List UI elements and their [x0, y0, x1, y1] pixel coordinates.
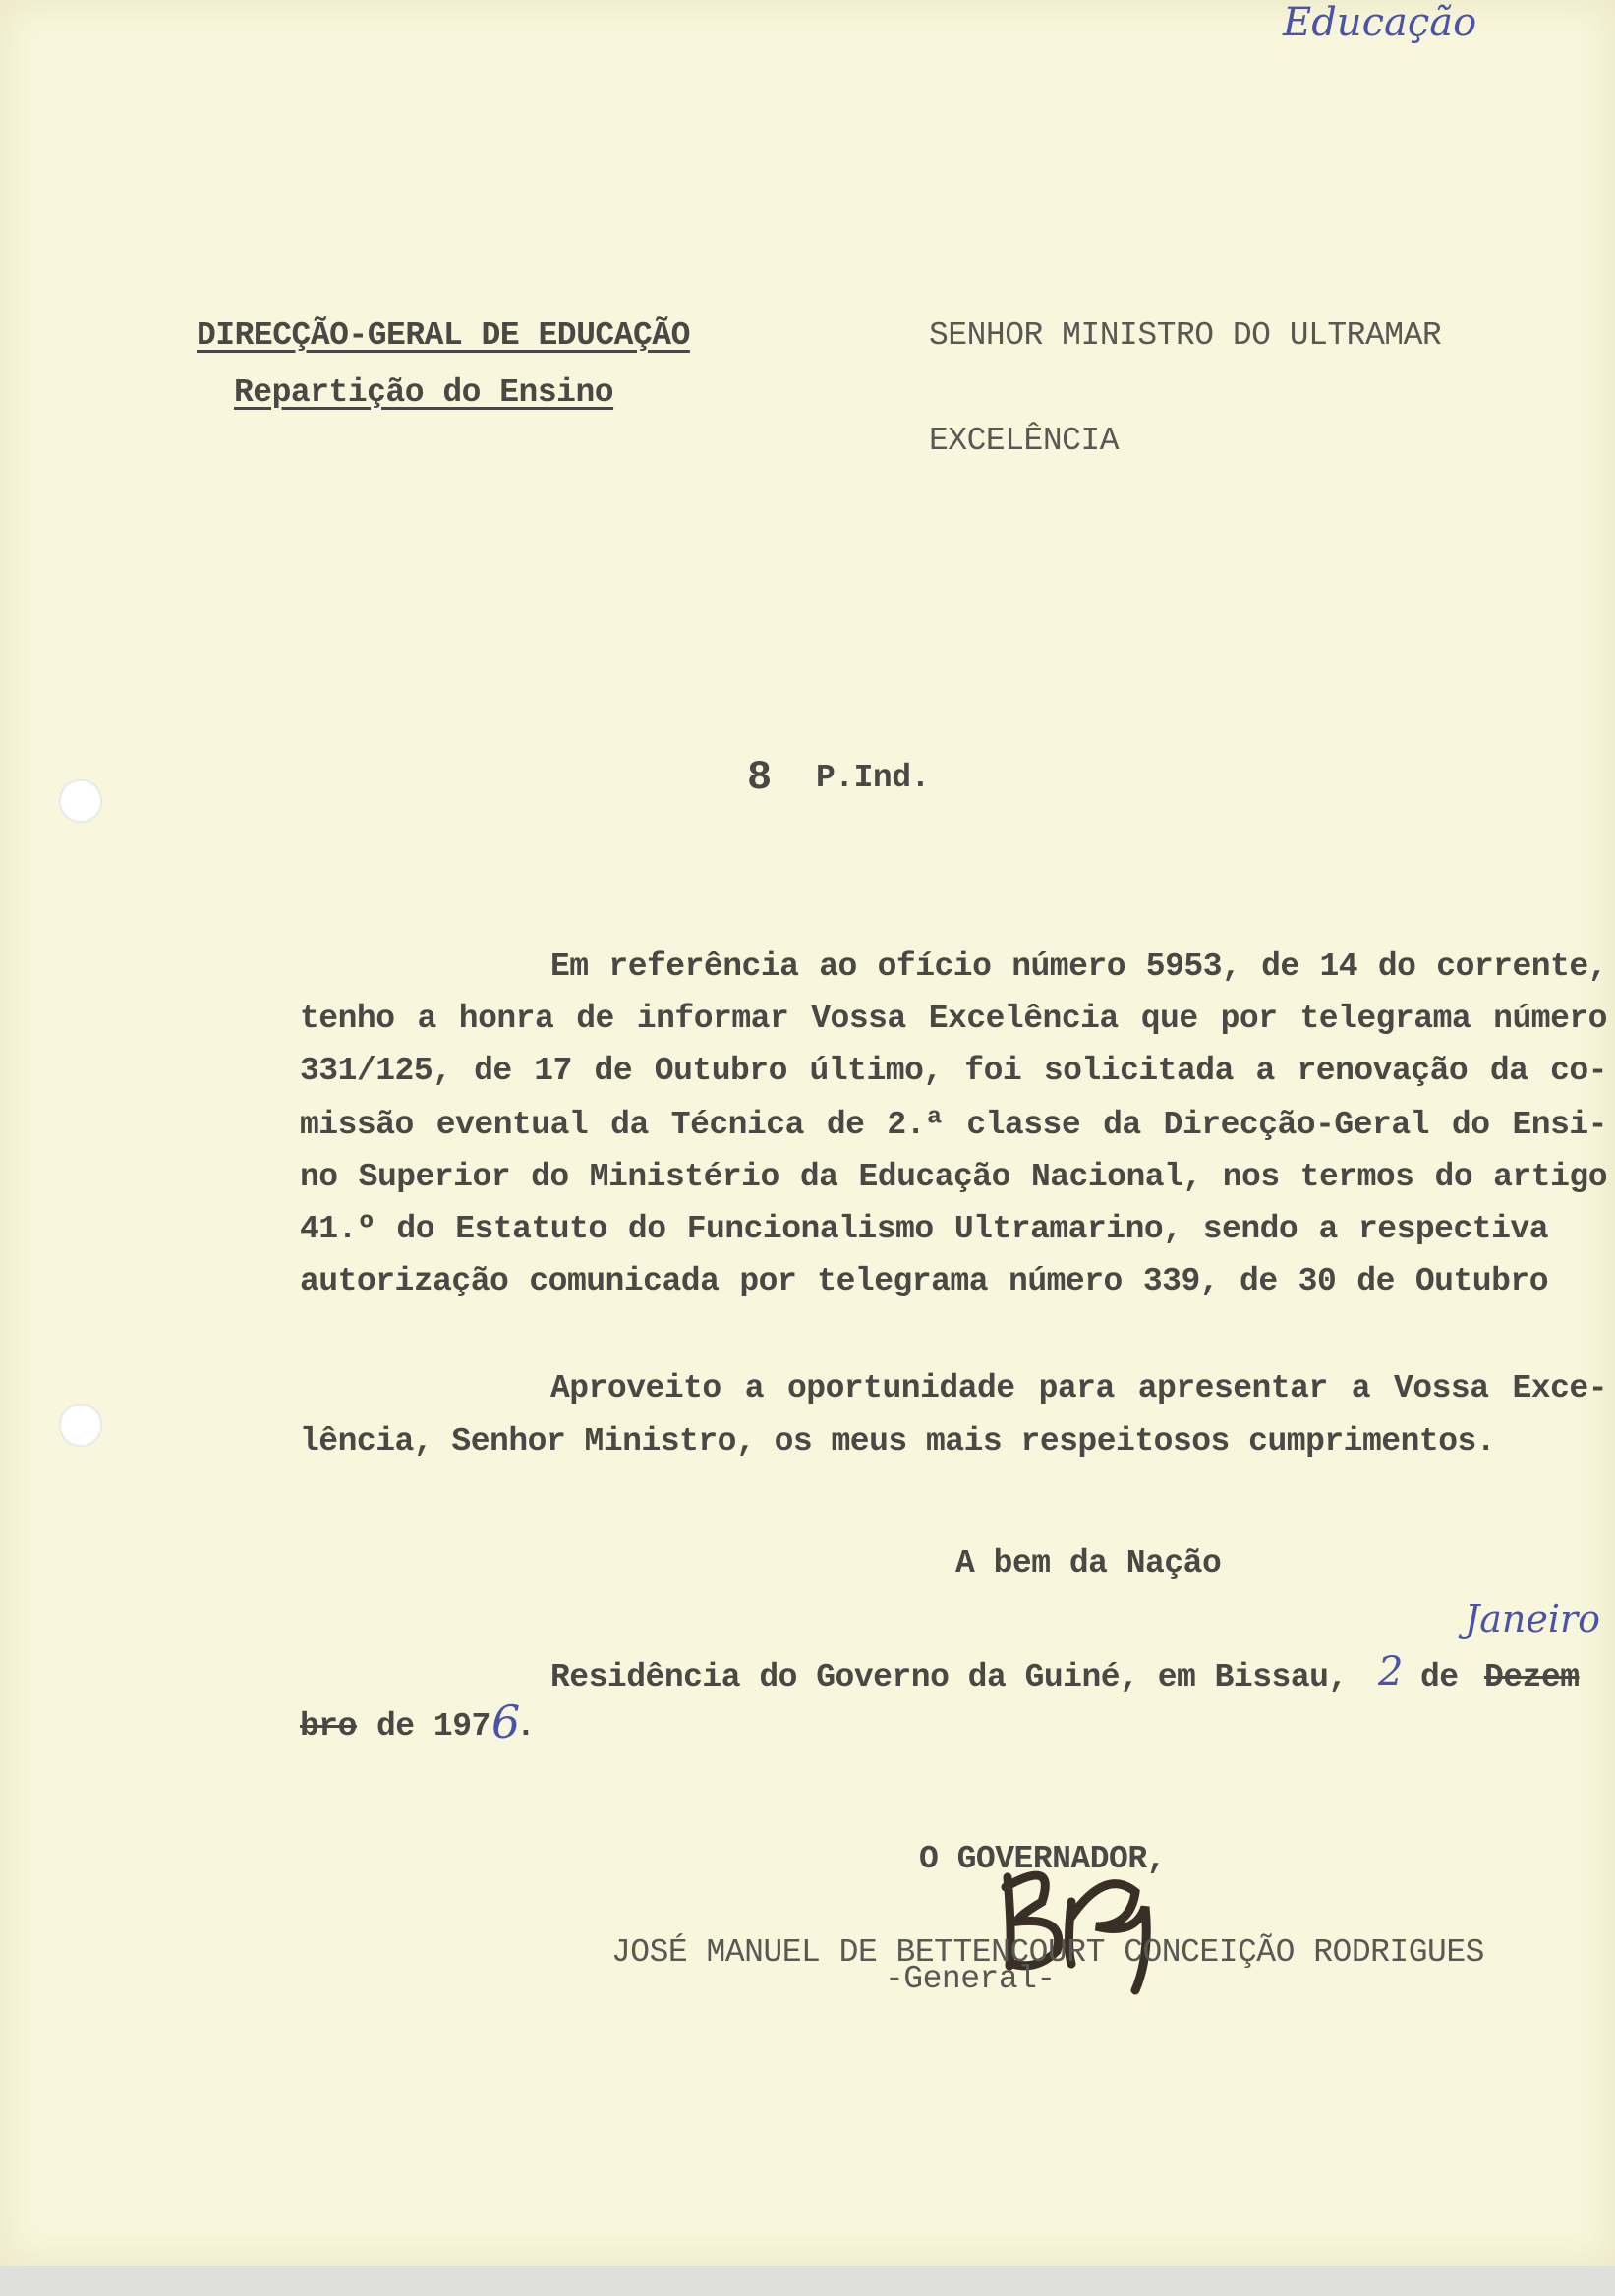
addressee: SENHOR MINISTRO DO ULTRAMAR: [929, 317, 1442, 354]
handwritten-day: 2: [1378, 1649, 1404, 1694]
struck-month: Dezem: [1484, 1659, 1580, 1695]
handwritten-year-digit: 6: [491, 1695, 521, 1749]
reference-number: 8: [747, 754, 772, 801]
section-heading: Repartição do Ensino: [234, 374, 614, 411]
punch-hole: [59, 779, 102, 823]
body-line: no Superior do Ministério da Educação Nacional, nos termos do artigo: [300, 1159, 1607, 1195]
salutation: EXCELÊNCIA: [929, 423, 1120, 459]
signatory-name: JOSÉ MANUEL DE BETTENCOURT CONCEIÇÃO RODRIGUES: [611, 1934, 1484, 1971]
body-line: 331/125, de 17 de Outubro último, foi solicitada a renovação da co-: [300, 1053, 1607, 1089]
department-heading: DIRECÇÃO-GERAL DE EDUCAÇÃO: [197, 317, 690, 354]
date-prefix: Residência do Governo da Guiné, em Bissau,: [550, 1659, 1348, 1695]
punch-hole: [59, 1404, 102, 1447]
closing-formula: A bem da Nação: [955, 1545, 1222, 1581]
body-line: tenho a honra de informar Vossa Excelência que por telegrama número: [300, 1001, 1607, 1037]
handwritten-month: Janeiro: [1465, 1597, 1601, 1640]
body-line: autorização comunicada por telegrama número 339, de 30 de Outubro: [300, 1263, 1548, 1299]
body-line: 41.º do Estatuto do Funcionalismo Ultramarino, sendo a respectiva: [300, 1211, 1548, 1247]
handwritten-annotation: Educação: [1283, 0, 1477, 45]
body-line: Em referência ao ofício número 5953, de 14 do corrente,: [550, 948, 1607, 985]
body-line: missão eventual da Técnica de 2.ª classe da Direcção-Geral do Ensi-: [300, 1107, 1607, 1143]
body-line: Aproveito a oportunidade para apresentar a Vossa Exce-: [550, 1370, 1607, 1406]
year-suffix: .: [516, 1708, 536, 1745]
body-line: lência, Senhor Ministro, os meus mais respeitosos cumprimentos.: [300, 1423, 1496, 1460]
reference-code: P.Ind.: [816, 760, 930, 796]
date-de: de: [1420, 1659, 1459, 1695]
signatory-title: O GOVERNADOR,: [919, 1841, 1166, 1877]
signatory-rank: -General-: [885, 1961, 1056, 1997]
struck-month-end: bro: [300, 1708, 357, 1745]
year-prefix: de 197: [376, 1708, 490, 1745]
